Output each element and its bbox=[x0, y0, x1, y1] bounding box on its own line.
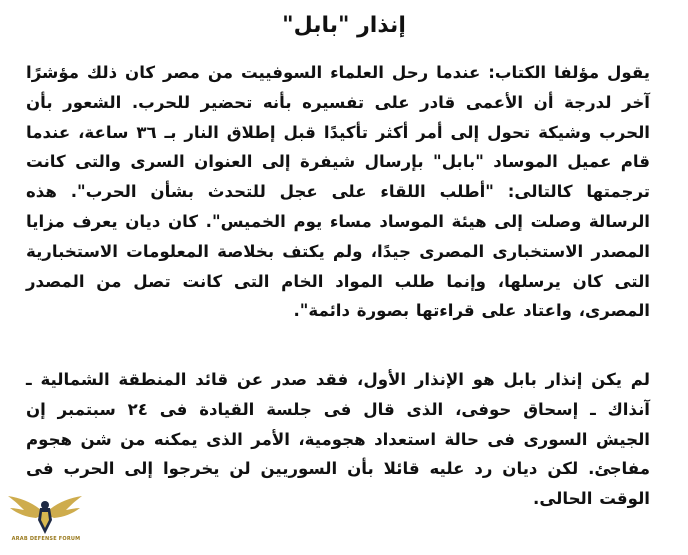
watermark-brand-text: ARAB DEFENSE FORUM bbox=[11, 536, 81, 542]
paragraph-1: يقول مؤلفا الكتاب: عندما رحل العلماء السوفييت من مصر كان ذلك مؤشرًا آخر لدرجة أن الأعمى قادر على تفسيره بأنه تحضير للحرب. الشعور بأن الحرب وشيكة تحول إلى أمر أكثر تأكيدًا قبل إطلاق النار بـ ٣٦ ساعة، عندما قام عميل الموساد "بابل" بإرسال شيفرة إلى العنوان السرى والتى كانت ترجمتها كالتالى: "أطلب اللقاء على عجل للتحدث بشأن الحرب". هذه الرسالة وصلت إلى هيئة الموساد مساء يوم الخميس". كان ديان يعرف مزايا المصدر الاستخبارى المصرى جيدًا، ولم يكتف بخلاصة المعلومات الاستخبارية التى كان يرسلها، وإنما طلب المواد الخام التى كانت تصل من المصدر المصرى، واعتاد على قراءتها بصورة دائمة". bbox=[26, 63, 650, 321]
paragraph-2: لم يكن إنذار بابل هو الإنذار الأول، فقد صدر عن قائد المنطقة الشمالية ـ آنذاك ـ إسحاق حوفى، الذى قال فى جلسة القيادة فى ٢٤ سبتمبر إن الجيش السورى فى حالة استعداد هجومية، الأمر الذى يمكنه من شن هجوم مفاجئ. لكن ديان رد عليه قائلا بأن السوريين لن يخرجوا إلى الحرب فى الوقت الحالى. bbox=[26, 370, 650, 509]
document-title: إنذار "بابل" bbox=[282, 13, 406, 38]
eagle-wings-icon bbox=[6, 490, 84, 538]
watermark-logo bbox=[0, 488, 92, 555]
